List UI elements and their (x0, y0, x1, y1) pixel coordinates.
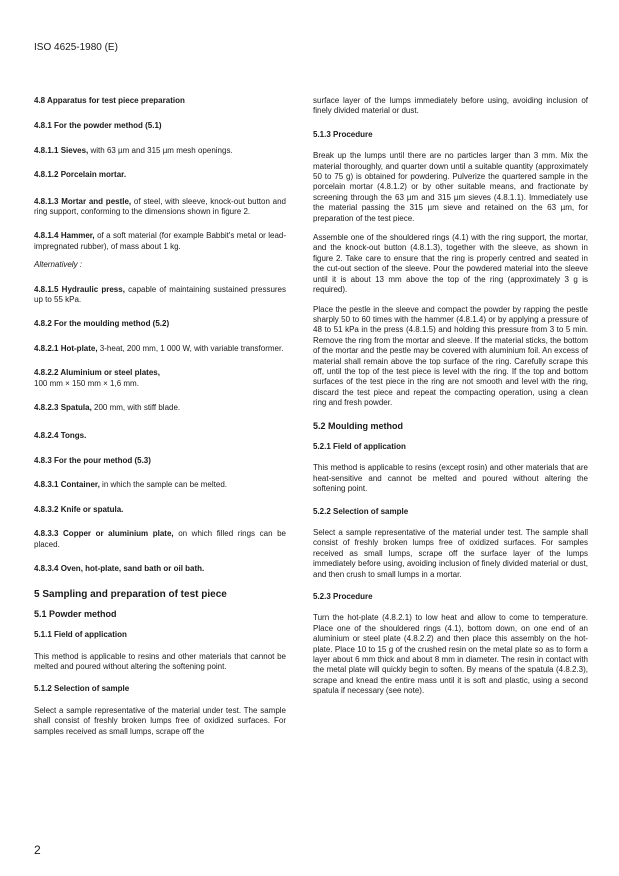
heading-5-1-3: 5.1.3 Procedure (313, 129, 373, 139)
page-number: 2 (34, 843, 41, 857)
item-4-8-1-5: 4.8.1.5 Hydraulic press, capable of maintaining sustained pressures up to 55 kPa. (34, 284, 287, 305)
item-4-8-1-3: 4.8.1.3 Mortar and pestle, of steel, with sleeve, knock-out button and ring support, conforming to the dimensions shown in figure 2. (34, 196, 286, 217)
page-header: ISO 4625-1980 (E) (34, 42, 118, 53)
para-5-2-1: This method is applicable to resins (except rosin) and other materials that are heat-sensitive and cannot be melted and poured without altering the softening point. (313, 463, 588, 494)
item-4-8-1-4: 4.8.1.4 Hammer, of a soft material (for example Babbit's metal or lead-impregnated rubber), of mass about 1 kg. (34, 231, 287, 251)
heading-5: 5 Sampling and preparation of test piece (34, 589, 227, 601)
para-5-1-3-a: Break up the lumps until there are no particles larger than 3 mm. Mix the material thoroughly, and quarter down until a suitable quantity (approximately 50 to 75 g) is obtained for powdering. Pulverize the quartered sample in the porcelain mortar (4.8.1.2) or by other suitable means, and fractionate by screening through the 63 µm and 315 µm sieves (4.8.1.1). Immediately use the material passing the 315 µm sieve and retained on the 63 µm, for preparation of the test piece. (313, 151, 588, 223)
heading-4-8: 4.8 Apparatus for test piece preparation (34, 96, 185, 105)
para-5-1-3-c: Place the pestle in the sleeve and compact the powder by rapping the pestle sharply 50 to 60 times with the hammer (4.8.1.4) or by applying a pressure of 48 to 51 kPa in the press (4.8.1.5) and holding this pressure from 3 to 5 min. Remove the ring from the mortar and sleeve. If the material sticks, the bottom of the mortar and the pestle may be covered with aluminium foil. An excess of material shall remain above the top surface of the ring. Carefully scrape this off, until the top of the test piece is level with the ring. If the top and bottom surfaces of the test piece in the ring are not smooth and level with the ring, discard the test piece and repeat the compacting operation, using a clean ring and fresh powder. (313, 304, 588, 408)
item-4-8-1-1: 4.8.1.1 Sieves, with 63 µm and 315 µm mesh openings. (34, 145, 233, 155)
right-column (313, 96, 588, 697)
heading-5-2-3: 5.2.3 Procedure (313, 592, 373, 602)
para-5-2-3: Turn the hot-plate (4.8.2.1) to low heat and allow to come to temperature. Place one of the shouldered rings (4.1), bottom down, on one end of an aluminium or steel plate (4.8.2.2) and then place this assembly on the hot-plate. Place 10 to 15 g of the crushed resin on the metal plate so as to form a layer about 6 mm thick and about 8 mm in diameter. The resin in contact with the metal plate will quickly begin to soften. By means of the spatula (4.8.2.3), scrape and knead the entire mass until it is soft and plastic, using a second spatula if necessary (see note). (313, 613, 588, 696)
item-4-8-1-2: 4.8.1.2 Porcelain mortar. (34, 170, 127, 180)
heading-5-2-1: 5.2.1 Field of application (313, 441, 406, 451)
item-4-8-3-4: 4.8.3.4 Oven, hot-plate, sand bath or oil bath. (34, 563, 205, 573)
heading-4-8-1: 4.8.1 For the powder method (5.1) (34, 121, 162, 131)
heading-5-2-2: 5.2.2 Selection of sample (313, 506, 409, 516)
heading-4-8-3: 4.8.3 For the pour method (5.3) (34, 455, 151, 465)
heading-5-1-2: 5.1.2 Selection of sample (34, 684, 130, 694)
item-4-8-3-3: 4.8.3.3 Copper or aluminium plate, on which filled rings can be placed. (34, 529, 286, 549)
item-4-8-2-4: 4.8.2.4 Tongs. (34, 430, 87, 440)
item-4-8-2-2: 4.8.2.2 Aluminium or steel plates, 100 mm × 150 mm × 1,6 mm. (34, 368, 160, 388)
para-5-1-2-cont: surface layer of the lumps immediately before using, avoiding inclusion of finely divided material or dust. (313, 96, 588, 116)
item-4-8-2-3: 4.8.2.3 Spatula, 200 mm, with stiff blade. (34, 403, 181, 413)
alternatively-note: Alternatively : (34, 260, 83, 270)
para-5-1-1: This method is applicable to resins and other materials that cannot be melted and poured without altering the softening point. (34, 651, 286, 671)
item-4-8-3-1: 4.8.3.1 Container, in which the sample can be melted. (34, 480, 227, 490)
para-5-1-2: Select a sample representative of the material under test. The sample shall consist of freshly broken lumps free of oxidized surfaces. For samples received as small lumps, scrape off the (34, 705, 286, 736)
heading-5-2: 5.2 Moulding method (313, 420, 403, 431)
heading-4-8-2: 4.8.2 For the moulding method (5.2) (34, 319, 170, 329)
item-4-8-3-2: 4.8.3.2 Knife or spatula. (34, 504, 124, 514)
para-5-2-2: Select a sample representative of the material under test. The sample shall consist of freshly broken lumps free of oxidized surfaces. For samples received as small lumps, scrape off the surface layer of the lumps immediately before using, avoiding inclusion of finely divided material or dust, and then crush to small lumps in a mortar. (313, 528, 588, 579)
para-5-1-3-b: Assemble one of the shouldered rings (4.1) with the ring support, the mortar, and the knock-out button (4.8.1.3), together with the sleeve, as shown in figure 2. Take care to ensure that the ring is properly centred and seated in the cut-out section of the sleeve. Pour the powdered material into the sleeve until it is about 13 mm above the top of the ring (approximately 3 g is required). (313, 233, 588, 295)
left-column (34, 96, 286, 737)
heading-5-1-1: 5.1.1 Field of application (34, 630, 127, 640)
item-4-8-2-1: 4.8.2.1 Hot-plate, 3-heat, 200 mm, 1 000 W, with variable transformer. (34, 343, 284, 353)
heading-5-1: 5.1 Powder method (34, 608, 117, 619)
